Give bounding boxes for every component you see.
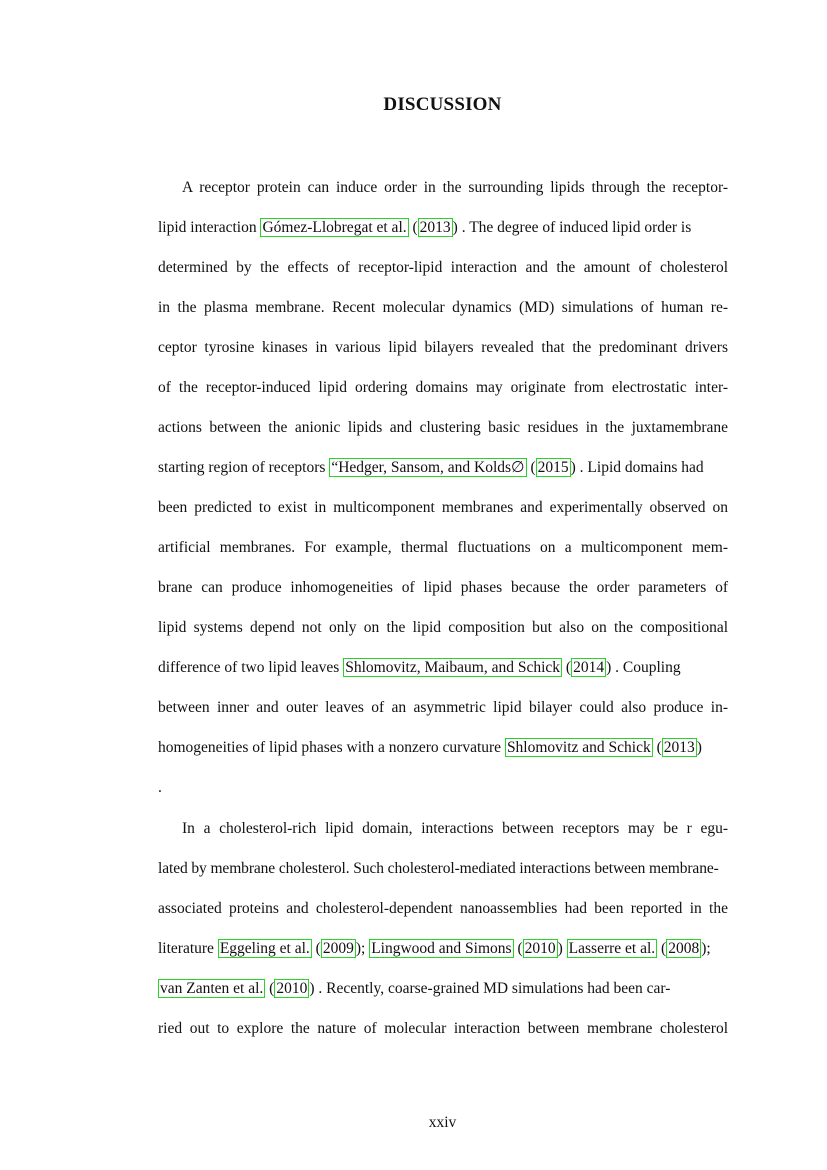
text-line: In a cholesterol-rich lipid domain, interactions between receptors may be r egu-: [182, 820, 728, 837]
citation-year-link[interactable]: 2008: [668, 940, 700, 957]
text-line: artificial membranes. For example, thermal fluctuations on a multicomponent mem-: [158, 539, 728, 556]
text-line: between inner and outer leaves of an asymmetric lipid bilayer could also produce in-: [158, 699, 728, 716]
text-line: ceptor tyrosine kinases in various lipid bilayers revealed that the predominant drivers: [158, 339, 728, 356]
text-line: starting region of receptors “Hedger, Sansom, and Kolds∅ ( 2015 ) . Lipid domains had: [158, 459, 704, 476]
text-line: lipid systems depend not only on the lipid composition but also on the compositional: [158, 619, 728, 636]
text-line: lipid interaction Gómez-Llobregat et al. ( 2013 ) . The degree of induced lipid order is: [158, 219, 692, 236]
citation-link[interactable]: Gómez-Llobregat et al.: [262, 219, 407, 236]
section-heading: DISCUSSION: [383, 94, 502, 115]
citation-year-link[interactable]: 2015: [537, 459, 569, 476]
citation-link[interactable]: Lingwood and Simons: [371, 940, 512, 957]
citation-link[interactable]: Shlomovitz and Schick: [506, 739, 651, 756]
citation-year-link[interactable]: 2009: [322, 940, 354, 957]
text-line: homogeneities of lipid phases with a nonzero curvature Shlomovitz and Schick ( 2013 ): [158, 739, 702, 756]
citation-year-link[interactable]: 2010: [524, 940, 556, 957]
text-line: van Zanten et al. ( 2010 ) . Recently, coarse-grained MD simulations had been car-: [160, 980, 671, 997]
text-line: ried out to explore the nature of molecular interaction between membrane cholesterol: [158, 1020, 728, 1037]
citation-link[interactable]: “Hedger, Sansom, and Kolds∅: [331, 459, 525, 476]
citation-link[interactable]: van Zanten et al.: [160, 980, 264, 997]
text-line: in the plasma membrane. Recent molecular dynamics (MD) simulations of human re-: [158, 299, 728, 316]
text-line: .: [158, 779, 162, 796]
citation-link[interactable]: Shlomovitz, Maibaum, and Schick: [345, 659, 561, 676]
citation-link[interactable]: Lasserre et al.: [568, 940, 656, 957]
text-line: actions between the anionic lipids and clustering basic residues in the juxtamembrane: [158, 419, 728, 436]
text-line: A receptor protein can induce order in the surrounding lipids through the receptor-: [182, 179, 728, 196]
page-number: xxiv: [428, 1114, 457, 1131]
text-line: literature Eggeling et al. ( 2009 ); Lingwood and Simons ( 2010 ) Lasserre et al. ( 2008 );: [158, 940, 711, 957]
text-line: of the receptor-induced lipid ordering domains may originate from electrostatic inter-: [158, 379, 728, 396]
citation-year-link[interactable]: 2010: [276, 980, 308, 997]
citation-link[interactable]: Eggeling et al.: [219, 940, 310, 957]
citation-year-link[interactable]: 2013: [663, 739, 695, 756]
citation-year-link[interactable]: 2014: [573, 659, 605, 676]
text-line: been predicted to exist in multicomponent membranes and experimentally observed on: [158, 499, 728, 516]
text-line: difference of two lipid leaves Shlomovitz, Maibaum, and Schick ( 2014 ) . Coupling: [158, 659, 681, 676]
citation-year-link[interactable]: 2013: [419, 219, 451, 236]
text-line: associated proteins and cholesterol-dependent nanoassemblies had been reported in the: [158, 900, 728, 917]
text-line: brane can produce inhomogeneities of lipid phases because the order parameters of: [158, 579, 728, 596]
text-line: lated by membrane cholesterol. Such cholesterol-mediated interactions between membrane-: [158, 860, 719, 877]
text-line: determined by the effects of receptor-lipid interaction and the amount of cholesterol: [158, 259, 728, 276]
